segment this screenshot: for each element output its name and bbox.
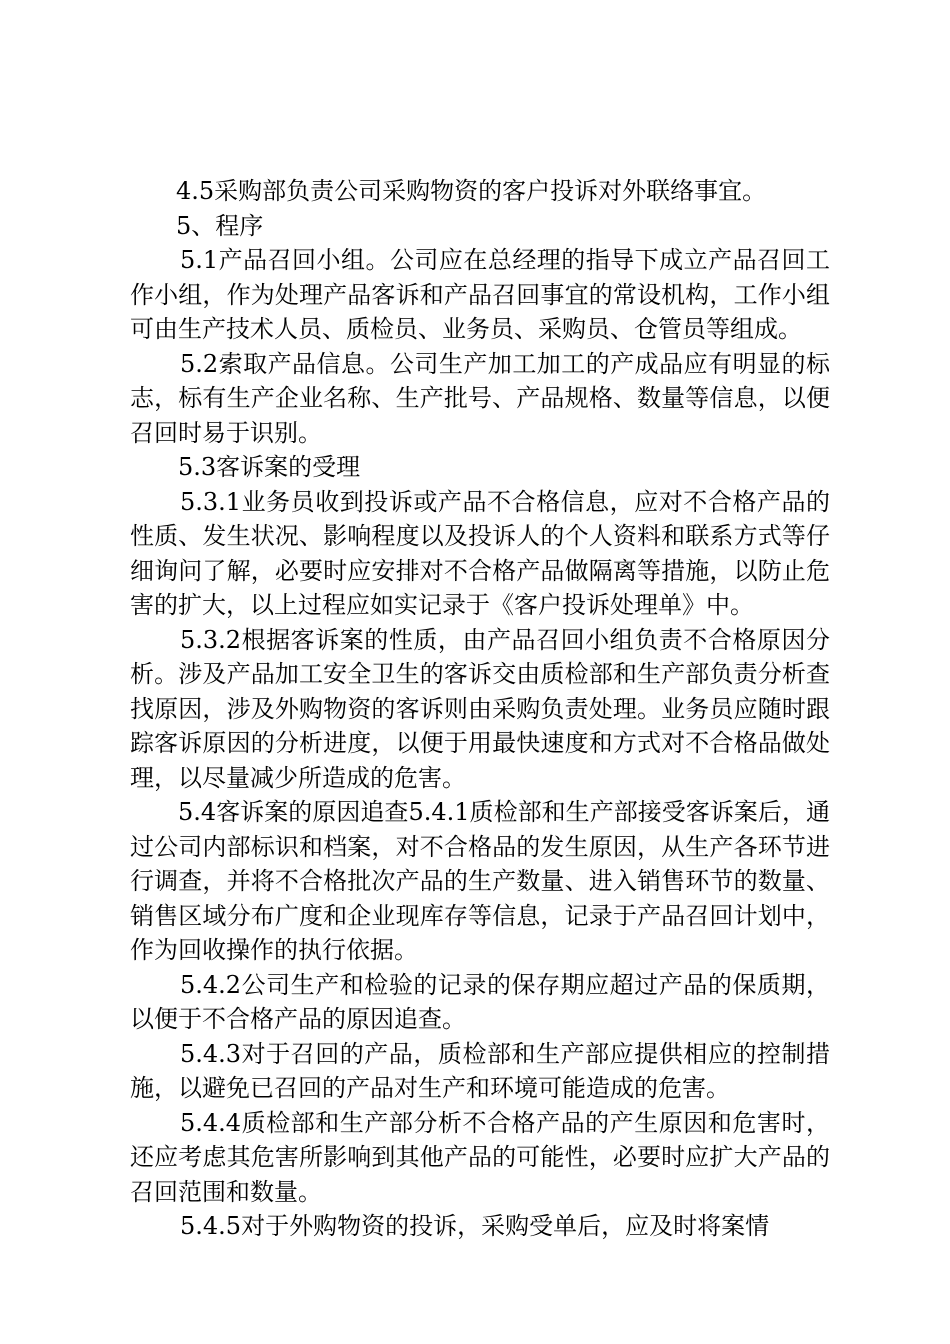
paragraph-5-1: 5.1产品召回小组。公司应在总经理的指导下成立产品召回工作小组，作为处理产品客诉和产品召回事宜的常设机构，工作小组可由生产技术人员、质检员、业务员、采购员、仓管员等组成。: [130, 246, 830, 343]
paragraph-5-3-2: 5.3.2根据客诉案的性质，由产品召回小组负责不合格原因分析。涉及产品加工安全卫生的客诉交由质检部和生产部负责分析查找原因，涉及外购物资的客诉则由采购负责处理。业务员应随时跟踪客诉原因的分析进度，以便于用最快速度和方式对不合格品做处理，以尽量减少所造成的危害。: [130, 625, 830, 792]
document-body: [130, 174, 830, 1244]
paragraph-5-4-3: 5.4.3对于召回的产品，质检部和生产部应提供相应的控制措施，以避免已召回的产品对生产和环境可能造成的危害。: [130, 1039, 830, 1102]
paragraph-5-4-2: 5.4.2公司生产和检验的记录的保存期应超过产品的保质期，以便于不合格产品的原因追查。: [130, 970, 830, 1033]
paragraph-5-3-1: 5.3.1业务员收到投诉或产品不合格信息，应对不合格产品的性质、发生状况、影响程度以及投诉人的个人资料和联系方式等仔细询问了解，必要时应安排对不合格产品做隔离等措施，以防止危害的扩大，以上过程应如实记录于《客户投诉处理单》中。: [130, 487, 830, 619]
paragraph-5-4-1: 5.4客诉案的原因追查5.4.1质检部和生产部接受客诉案后，通过公司内部标识和档案，对不合格品的发生原因，从生产各环节进行调查，并将不合格批次产品的生产数量、进入销售环节的数量、销售区域分布广度和企业现库存等信息，记录于产品召回计划中，作为回收操作的执行依据。: [130, 798, 830, 964]
subheading-5-3: 5.3客诉案的受理: [178, 453, 361, 481]
section-heading-procedure: 5、程序: [176, 211, 264, 240]
paragraph-5-4-5: 5.4.5对于外购物资的投诉，采购受单后，应及时将案情: [180, 1212, 770, 1240]
paragraph-5-2: 5.2索取产品信息。公司生产加工加工的产成品应有明显的标志，标有生产企业名称、生产批号、产品规格、数量等信息，以便召回时易于识别。: [130, 349, 830, 447]
paragraph-4-5: 4.5采购部负责公司采购物资的客户投诉对外联络事宜。: [176, 177, 767, 205]
paragraph-5-4-4: 5.4.4质检部和生产部分析不合格产品的产生原因和危害时，还应考虑其危害所影响到其他产品的可能性，必要时应扩大产品的召回范围和数量。: [130, 1108, 830, 1206]
